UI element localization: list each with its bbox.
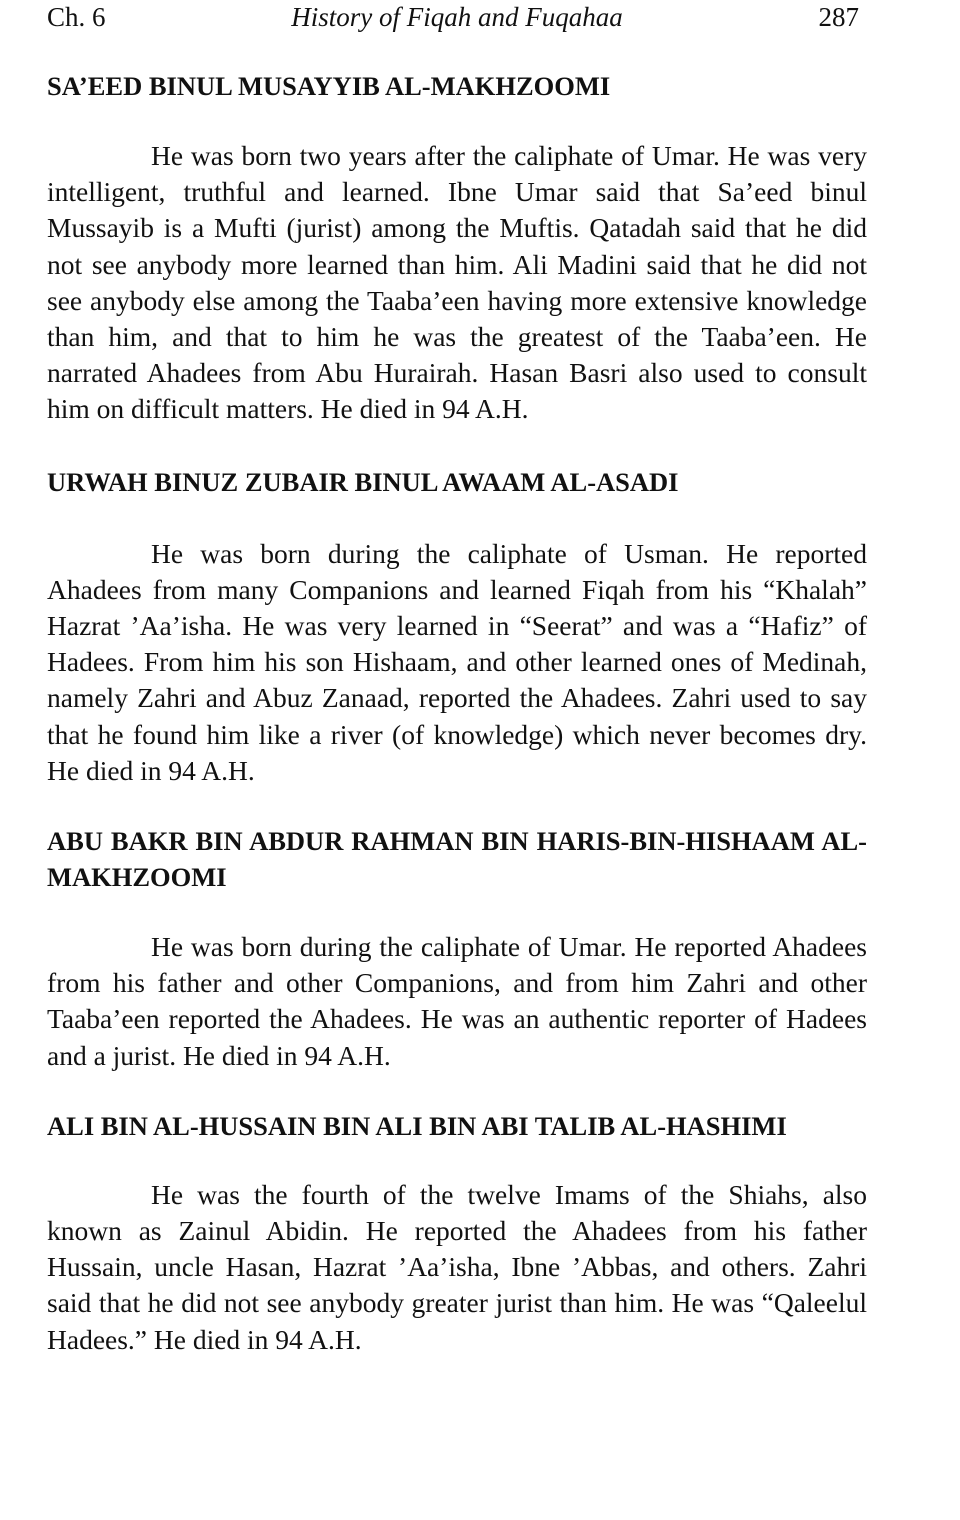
section-paragraph: He was born two years after the caliphate of Umar. He was very intelligent, truthful and learned. Ibne Umar said that Sa’eed binul Mussayib is a Mufti (jurist) among the Muftis. Qatadah said that he did not see anybody more learned than him. Ali Madini said that he did not see anybody else among the Taaba’een having more extensive knowledge than him, and that to him he was the greatest of the Taaba’een. He narrated Ahadees from Abu Hurairah. Hasan Basri also used to consult him on difficult matters. He died in 94 A.H.	[47, 140, 867, 425]
section-heading: URWAH BINUZ ZUBAIR BINUL AWAAM AL-ASADI	[47, 466, 679, 497]
section-heading: ABU BAKR BIN ABDUR RAHMAN BIN HARIS-BIN-HISHAAM AL-MAKHZOOMI	[47, 826, 867, 893]
section-abu-bakr	[47, 823, 867, 1074]
section-paragraph: He was born during the caliphate of Umar. He reported Ahadees from his father and other Companions, and from him Zahri and other Taaba’een reported the Ahadees. He was an authentic reporter of Hadees and a jurist. He died in 94 A.H.	[47, 931, 867, 1071]
book-title: History of Fiqah and Fuqahaa	[291, 2, 623, 32]
page-number: 287	[818, 2, 859, 32]
section-heading: ALI BIN AL-HUSSAIN BIN ALI BIN ABI TALIB AL-HASHIMI	[47, 1110, 787, 1141]
chapter-label: Ch. 6	[47, 2, 106, 32]
section-paragraph: He was born during the caliphate of Usman. He reported Ahadees from many Companions and learned Fiqah from his “Khalah” Hazrat ’Aa’isha. He was very learned in “Seerat” and was a “Hafiz” of Hadees. From him his son Hishaam, and other learned ones of Medinah, namely Zahri and Abuz Zanaad, reported the Ahadees. Zahri used to say that he found him like a river (of knowledge) which never becomes dry. He died in 94 A.H.	[47, 537, 867, 786]
book-page	[47, 0, 867, 1358]
section-paragraph: He was the fourth of the twelve Imams of the Shiahs, also known as Zainul Abidin. He reported the Ahadees from his father Hussain, uncle Hasan, Hazrat ’Aa’isha, Ibne ’Abbas, and others. Zahri said that he did not see anybody greater jurist than him. He was “Qaleelul Hadees.” He died in 94 A.H.	[47, 1178, 867, 1355]
section-urwah	[47, 464, 867, 789]
section-saeed	[47, 68, 867, 428]
running-header	[47, 0, 867, 40]
section-heading: SA’EED BINUL MUSAYYIB AL-MAKHZOOMI	[47, 71, 611, 101]
section-ali	[47, 1108, 867, 1358]
